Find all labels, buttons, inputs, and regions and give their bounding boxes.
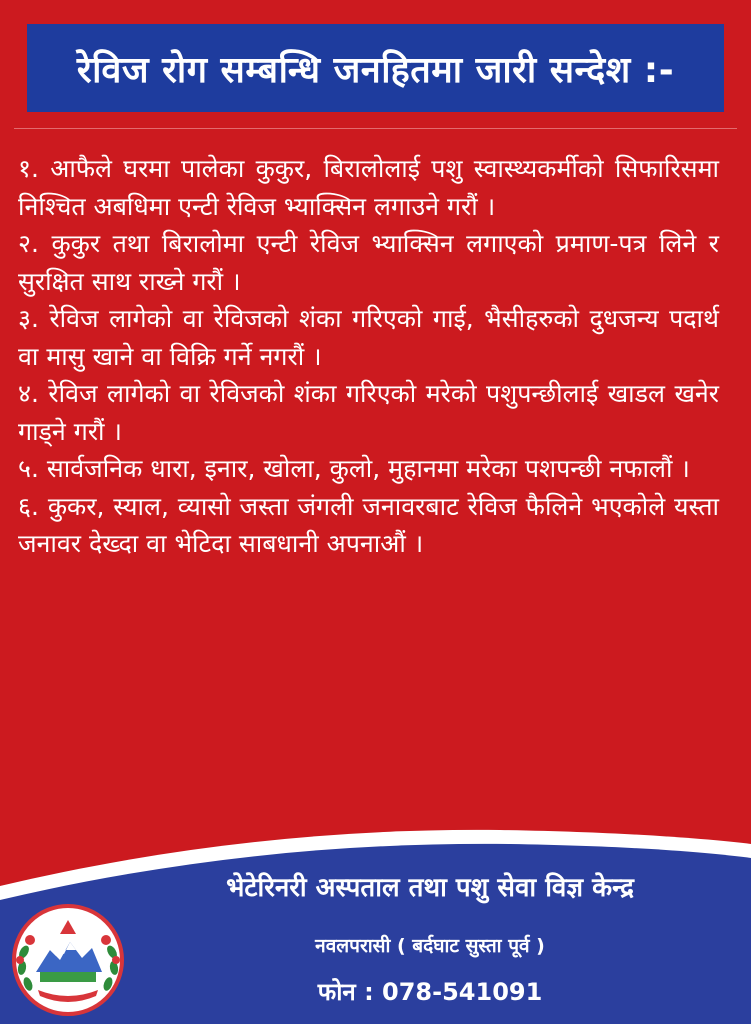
title-banner: [27, 24, 724, 112]
message-item: ३. रेविज लागेको वा रेविजको शंका गरिएको गाई, भैसीहरुको दुधजन्य पदार्थ वा मासु खाने वा विक्रि गर्ने नगरौं ।: [18, 304, 719, 371]
organization-name: भेटेरिनरी अस्पताल तथा पशु सेवा विज्ञ केन्द्र: [226, 873, 634, 903]
message-item: २. कुकुर तथा बिरालोमा एन्टी रेविज भ्याक्सिन लगाएको प्रमाण-पत्र लिने र सुरक्षित साथ राख्ने गरौं ।: [18, 229, 719, 296]
page-title: रेविज रोग सम्बन्धि जनहितमा जारी सन्देश :-: [76, 49, 675, 91]
organization-location: नवलपरासी ( बर्दघाट सुस्ता पूर्व ): [315, 935, 545, 957]
phone-number: फोन : 078-541091: [317, 978, 543, 1006]
divider: [14, 128, 737, 129]
message-item: १. आफैले घरमा पालेका कुकुर, बिरालोलाई पशु स्वास्थ्यकर्मीको सिफारिसमा निश्चित अबधिमा एन्टी रेविज भ्याक्सिन लगाउने गरौं ।: [18, 154, 719, 221]
nepal-government-emblem-icon: [10, 902, 126, 1018]
message-item: ५. सार्वजनिक धारा, इनार, खोला, कुलो, मुहानमा मरेका पशपन्छी नफालौं ।: [18, 454, 690, 483]
message-item: ६. कुकर, स्याल, व्यासो जस्ता जंगली जनावरबाट रेविज फैलिने भएकोले यस्ता जनावर देख्दा वा भेटिदा साबधानी अपनाऔं ।: [18, 491, 719, 558]
message-list: [18, 150, 719, 563]
message-item: ४. रेविज लागेको वा रेविजको शंका गरिएको मरेको पशुपन्छीलाई खाडल खनेर गाड्ने गरौं ।: [18, 379, 719, 446]
